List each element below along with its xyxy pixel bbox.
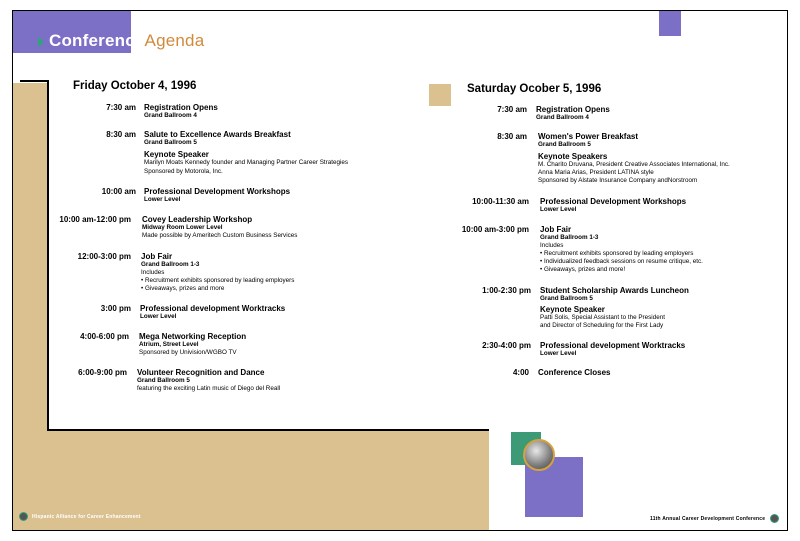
fri-3-title: Covey Leadership Workshop [142, 215, 253, 224]
fri-3-time: 10:00 am-12:00 pm [59, 215, 131, 224]
sat-2-sub: Lower Level [540, 206, 577, 213]
sat-1-time: 8:30 am [497, 132, 527, 141]
fri-7-time: 6:00-9:00 pm [78, 368, 127, 377]
fri-3-note1: Made possible by Ameritech Custom Business Services [142, 232, 298, 239]
sat-4-time: 1:00-2:30 pm [482, 286, 531, 295]
fri-6-sub: Atrium, Street Level [139, 341, 199, 348]
sat-4-note1: Patti Solis, Special Assistant to the President [540, 314, 665, 321]
sat-1-keynote: Keynote Speakers [538, 152, 608, 161]
fri-1-time: 8:30 am [106, 130, 136, 139]
fri-1-keynote: Keynote Speaker [144, 150, 209, 159]
agenda-page [12, 10, 788, 531]
fri-1-sub: Grand Ballroom 5 [144, 139, 197, 146]
fri-4-note2: • Recruitment exhibits sponsored by leading employers [141, 277, 295, 284]
saturday-heading: Saturday Ocober 5, 1996 [467, 83, 602, 95]
fri-5-sub: Lower Level [140, 313, 177, 320]
purple-corner-square [659, 11, 681, 36]
sat-2-title: Professional Development Workshops [540, 197, 687, 206]
sat-3-time: 10:00 am-3:00 pm [461, 225, 529, 234]
fri-4-time: 12:00-3:00 pm [77, 252, 131, 261]
sat-5-title: Professional development Worktracks [540, 341, 686, 350]
tan-square [429, 84, 451, 106]
fri-5-title: Professional development Worktracks [140, 304, 286, 313]
sat-2-time: 10:00-11:30 am [472, 197, 529, 206]
fri-7-title: Volunteer Recognition and Dance [137, 368, 265, 377]
friday-heading: Friday October 4, 1996 [73, 80, 197, 92]
sat-1-note3: Sponsored by Alstate Insurance Company andNorstroom [538, 177, 698, 184]
fri-5-time: 3:00 pm [100, 304, 131, 313]
fri-4-note3: • Giveaways, prizes and more [141, 285, 225, 292]
sat-4-keynote: Keynote Speaker [540, 305, 605, 314]
fri-6-title: Mega Networking Reception [139, 332, 247, 341]
page-title [49, 31, 204, 51]
sat-0-title: Registration Opens [536, 105, 610, 114]
fri-0-time: 7:30 am [106, 103, 136, 112]
fri-2-title: Professional Development Workshops [144, 187, 291, 196]
footer-left: Hispanic Alliance for Career Enhancement [32, 514, 141, 520]
globe-icon [523, 439, 555, 471]
sat-1-note2: Anna Maria Arias, President LATINA style [538, 169, 654, 176]
left-seal-icon [19, 512, 28, 521]
footer-right: 11th Annual Career Development Conference [650, 516, 766, 522]
fri-3-sub: Midway Room Lower Level [142, 224, 223, 231]
sat-3-note4: • Giveaways, prizes and more! [540, 266, 626, 273]
sat-3-sub: Grand Ballroom 1-3 [540, 234, 599, 241]
sat-3-note2: • Recruitment exhibits sponsored by leading employers [540, 250, 694, 257]
sat-0-time: 7:30 am [497, 105, 527, 114]
fri-6-time: 4:00-6:00 pm [80, 332, 129, 341]
title-arrow-icon [38, 37, 44, 47]
fri-4-note1: Includes [141, 269, 165, 276]
sat-0-sub: Grand Ballroom 4 [536, 114, 589, 121]
sat-5-sub: Lower Level [540, 350, 577, 357]
fri-2-time: 10:00 am [101, 187, 136, 196]
fri-1-note1: Marilyn Moats Kennedy founder and Managing Partner Career Strategies [144, 159, 349, 166]
sat-1-title: Women's Power Breakfast [538, 132, 639, 141]
sat-3-title: Job Fair [540, 225, 572, 234]
sat-1-note1: M. Charito Druvana, President Creative Associates International, Inc. [538, 161, 730, 168]
fri-6-note1: Sponsored by Univision/WGBO TV [139, 349, 237, 356]
fri-4-title: Job Fair [141, 252, 173, 261]
left-rule [47, 80, 49, 431]
fri-1-note2: Sponsored by Motorola, Inc. [144, 168, 223, 175]
sat-6-title: Conference Closes [538, 368, 611, 377]
sat-3-note3: • Individualized feedback sessions on resume critique, etc. [540, 258, 703, 265]
fri-1-title: Salute to Excellence Awards Breakfast [144, 130, 291, 139]
fri-0-title: Registration Opens [144, 103, 218, 112]
title-part2: Agenda [144, 31, 205, 50]
fri-2-sub: Lower Level [144, 196, 181, 203]
fri-7-note1: featuring the exciting Latin music of Diego del Reall [137, 385, 281, 392]
fri-0-sub: Grand Ballroom 4 [144, 112, 197, 119]
sat-1-sub: Grand Ballroom 5 [538, 141, 591, 148]
corner-rule-top [20, 80, 49, 82]
sat-4-title: Student Scholarship Awards Luncheon [540, 286, 689, 295]
sat-4-sub: Grand Ballroom 5 [540, 295, 593, 302]
right-seal-icon [770, 514, 779, 523]
bottom-rule [47, 429, 489, 431]
sat-3-note1: Includes [540, 242, 564, 249]
sat-4-note2: and Director of Scheduling for the First Lady [540, 322, 664, 329]
fri-4-sub: Grand Ballroom 1-3 [141, 261, 200, 268]
sat-5-time: 2:30-4:00 pm [482, 341, 531, 350]
sat-6-time: 4:00 [512, 368, 529, 377]
title-part1: Conference [49, 31, 145, 50]
fri-7-sub: Grand Ballroom 5 [137, 377, 190, 384]
